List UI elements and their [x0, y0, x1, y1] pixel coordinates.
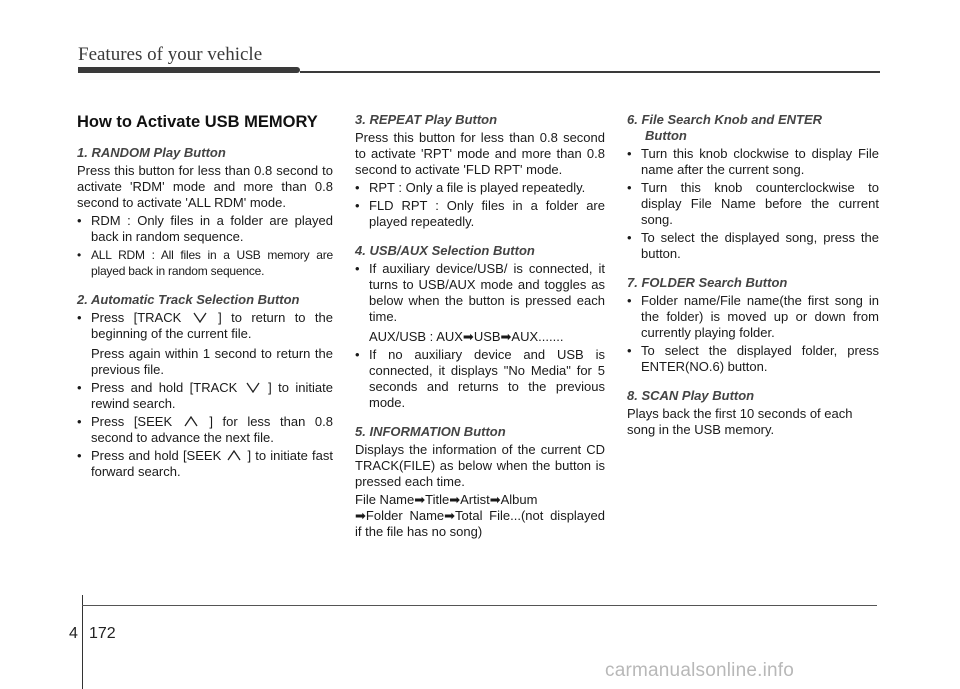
list-item: • RPT : Only a file is played repeatedly.	[355, 180, 605, 196]
subheading-file-search	[627, 112, 879, 144]
text: Press and hold [SEEK	[91, 448, 222, 463]
list-item: • ALL RDM : All files in a USB memory are played back in random sequence.	[77, 247, 333, 279]
list-item	[77, 414, 333, 446]
subheading-information: 5. INFORMATION Button	[355, 424, 506, 439]
list-item: • Folder name/File name(the first song in the folder) is moved up or down from currently playing folder.	[627, 293, 879, 341]
subheading-repeat: 3. REPEAT Play Button	[355, 112, 498, 127]
chevron-down-icon	[193, 312, 207, 323]
paragraph-scan: Plays back the first 10 seconds of each song in the USB memory.	[627, 406, 853, 437]
mode-sequence: AUX/USB : AUX➡USB➡AUX.......	[369, 329, 564, 344]
list-item-continuation: Press again within 1 second to return the previous file.	[91, 346, 333, 377]
subheading-scan: 8. SCAN Play Button	[627, 388, 755, 403]
text: ] to return to the beginning of the current file.	[91, 310, 333, 341]
list-item	[77, 310, 333, 342]
subheading-line: Button	[645, 128, 687, 143]
list-item: • If no auxiliary device and USB is connected, it displays "No Media" for 5 seconds and returns to the previous mode.	[355, 347, 605, 411]
subheading-usb-aux: 4. USB/AUX Selection Button	[355, 243, 535, 258]
text: Press [SEEK	[91, 414, 173, 429]
list-item	[77, 380, 333, 412]
column-2	[355, 112, 605, 542]
list-item: • Turn this knob clockwise to display File name after the current song.	[627, 146, 879, 178]
list-item	[77, 448, 333, 480]
paragraph-repeat: Press this button for less than 0.8 second to activate 'RPT' mode and more than 0.8 second to activate 'FLD RPT' mode.	[355, 130, 605, 177]
list-item: • To select the displayed folder, press ENTER(NO.6) button.	[627, 343, 879, 375]
header-rule	[300, 71, 880, 73]
watermark: carmanualsonline.info	[605, 660, 795, 681]
text: ] to initiate fast forward search.	[91, 448, 333, 479]
chapter-number: 4	[69, 625, 78, 642]
chevron-up-icon	[184, 416, 198, 427]
subheading-line: 6. File Search Knob and ENTER	[627, 112, 823, 127]
subheading-random: 1. RANDOM Play Button	[77, 145, 226, 160]
list-item: • If auxiliary device/USB/ is connected, it turns to USB/AUX mode and toggles as below when the button is pressed each time.	[355, 261, 605, 325]
chevron-up-icon	[227, 450, 241, 461]
text: ] to initiate rewind search.	[91, 380, 333, 411]
header-bar	[78, 67, 300, 73]
text: Press and hold [TRACK	[91, 380, 238, 395]
list-item: • Turn this knob counterclockwise to display File Name before the current song.	[627, 180, 879, 228]
column-3	[627, 112, 879, 438]
footer-divider-vertical	[82, 595, 83, 689]
footer-divider-horizontal	[82, 605, 877, 606]
page-number: 172	[89, 625, 116, 642]
info-sequence-cont: ➡Folder Name➡Total File...(not displayed if the file has no song)	[355, 508, 605, 539]
paragraph-random: Press this button for less than 0.8 second to activate 'RDM' mode and more than 0.8 second to activate 'ALL RDM' mode.	[77, 163, 333, 210]
page-header-title: Features of your vehicle	[78, 44, 263, 65]
column-1	[77, 112, 333, 480]
list-item: • RDM : Only files in a folder are played back in random sequence.	[77, 213, 333, 245]
list-item: • FLD RPT : Only files in a folder are played repeatedly.	[355, 198, 605, 230]
subheading-folder: 7. FOLDER Search Button	[627, 275, 788, 290]
info-sequence: File Name➡Title➡Artist➡Album	[355, 492, 538, 507]
paragraph-information: Displays the information of the current CD TRACK(FILE) as below when the button is pressed each time.	[355, 442, 605, 489]
section-heading: How to Activate USB MEMORY	[77, 113, 318, 131]
chevron-down-icon	[246, 382, 260, 393]
text: Press [TRACK	[91, 310, 182, 325]
text: ] for less than 0.8 second to advance the next file.	[91, 414, 333, 445]
list-item: • To select the displayed song, press the button.	[627, 230, 879, 262]
subheading-track: 2. Automatic Track Selection Button	[77, 292, 300, 307]
